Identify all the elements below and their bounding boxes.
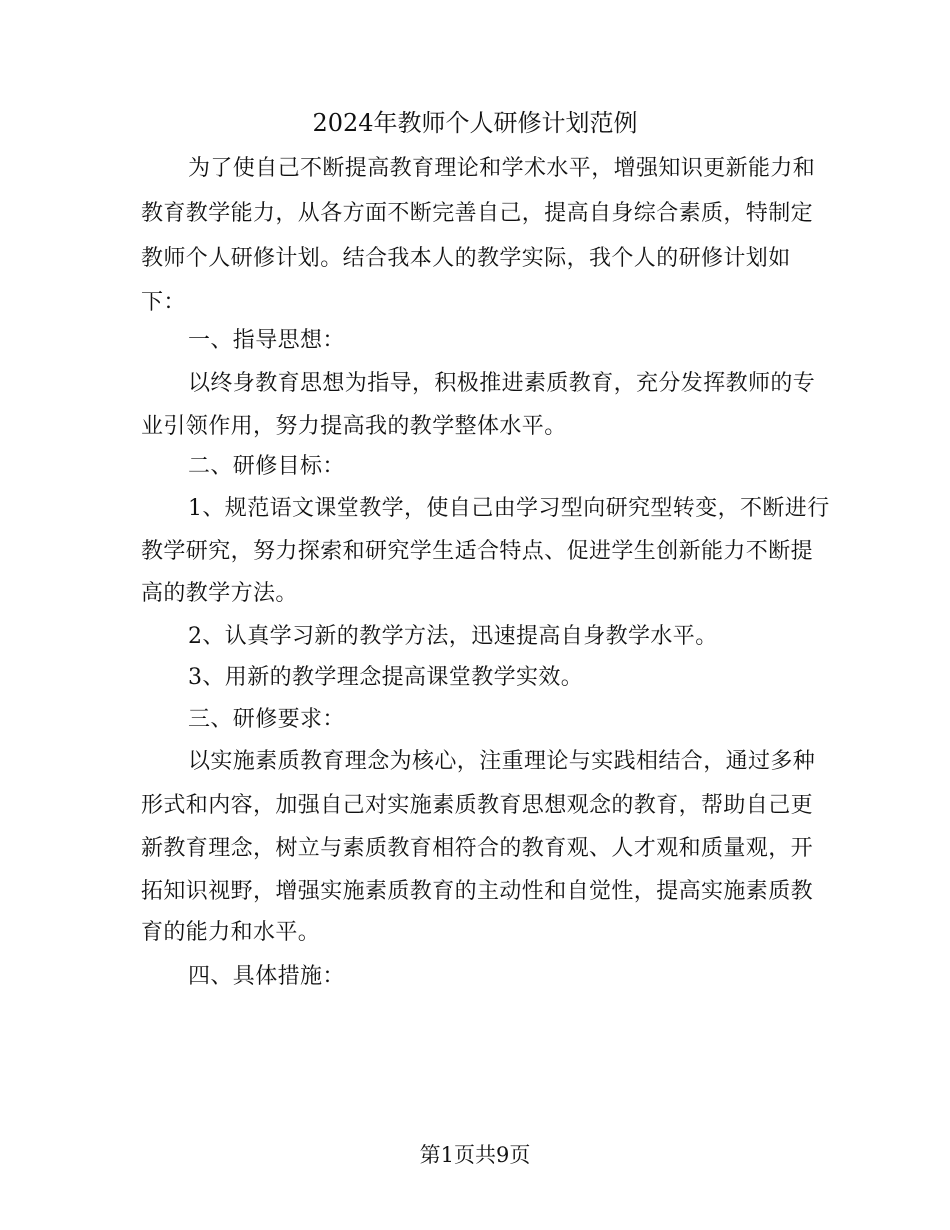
paragraph-line: 业引领作用，努力提高我的教学整体水平。 <box>141 414 567 439</box>
paragraph-line: 以终身教育思想为指导，积极推进素质教育，充分发挥教师的专 <box>188 371 816 396</box>
section-heading: 三、研修要求： <box>188 707 345 732</box>
paragraph-line: 形式和内容，加强自己对实施素质教育思想观念的教育，帮助自己更 <box>141 793 814 818</box>
section-heading: 二、研修目标： <box>188 454 345 479</box>
paragraph-line: 教师个人研修计划。结合我本人的教学实际，我个人的研修计划如 <box>141 246 791 271</box>
paragraph-line: 3、用新的教学理念提高课堂教学实效。 <box>188 665 584 690</box>
paragraph-line: 教育教学能力，从各方面不断完善自己，提高自身综合素质，特制定 <box>141 201 814 226</box>
paragraph-line: 以实施素质教育理念为核心，注重理论与实践相结合，通过多种 <box>188 749 816 774</box>
paragraph-line: 2、认真学习新的教学方法，迅速提高自身教学水平。 <box>188 624 718 649</box>
section-heading: 一、指导思想： <box>188 328 345 353</box>
page-number-footer: 第1页共9页 <box>419 1143 531 1167</box>
paragraph-line: 为了使自己不断提高教育理论和学术水平，增强知识更新能力和 <box>188 156 816 181</box>
paragraph-line: 新教育理念，树立与素质教育相符合的教育观、人才观和质量观，开 <box>141 836 814 861</box>
document-title: 2024年教师个人研修计划范例 <box>312 109 638 137</box>
section-heading: 四、具体措施： <box>188 964 345 989</box>
paragraph-line: 教学研究，努力探索和研究学生适合特点、促进学生创新能力不断提 <box>141 539 814 564</box>
paragraph-line: 育的能力和水平。 <box>141 920 321 945</box>
paragraph-line: 拓知识视野，增强实施素质教育的主动性和自觉性，提高实施素质教 <box>141 879 814 904</box>
paragraph-line: 下： <box>141 290 186 315</box>
paragraph-line: 1、规范语文课堂教学，使自己由学习型向研究型转变，不断进行 <box>188 496 830 521</box>
paragraph-line: 高的教学方法。 <box>141 581 298 606</box>
